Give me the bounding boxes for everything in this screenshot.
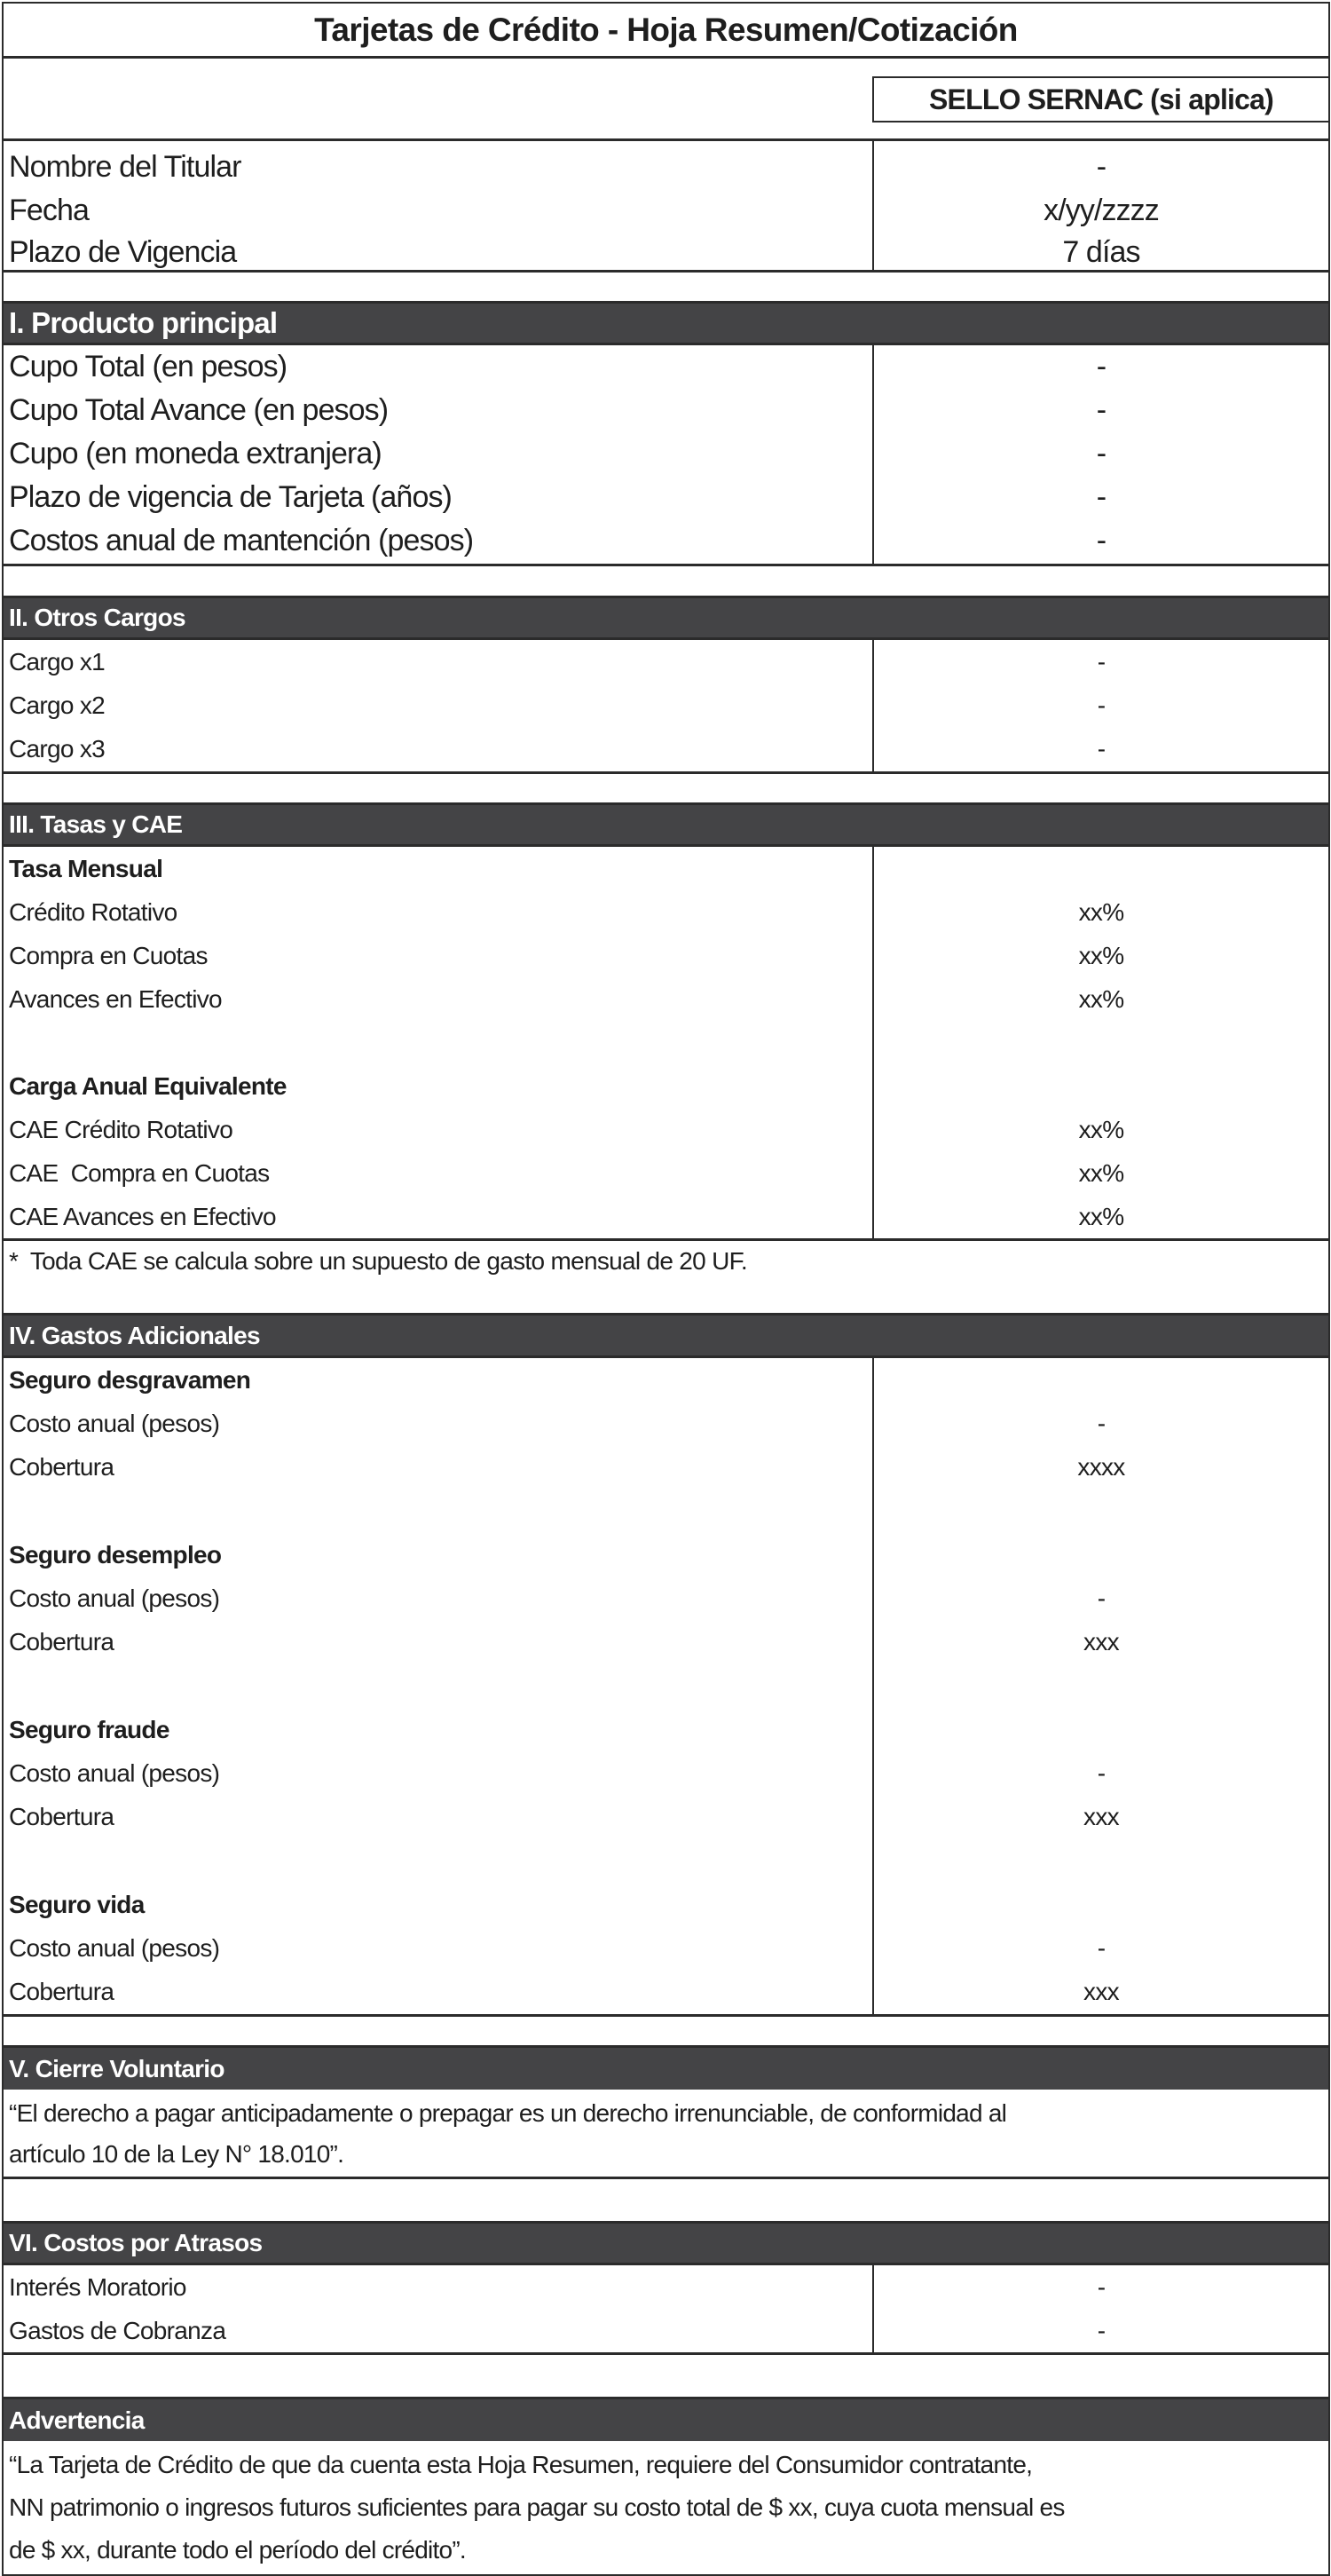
table-row: [4, 1576, 1328, 1620]
row-value: -: [1096, 350, 1107, 383]
row-value: -: [1097, 2316, 1106, 2344]
insurance-heading: [4, 1883, 1328, 1926]
spacer-row: [4, 2352, 1328, 2397]
row-value: -: [1096, 480, 1107, 514]
row-value: -: [1097, 1584, 1106, 1612]
section-producto-principal: [4, 345, 1328, 564]
row-label: Costo anual (pesos): [9, 1584, 220, 1612]
paragraph-line: “La Tarjeta de Crédito de que da cuenta esta Hoja Resumen, requiere del Consumidor contratante,: [9, 2451, 1033, 2478]
table-row: [4, 1108, 1328, 1151]
row-value: xx%: [1078, 1115, 1124, 1143]
insurance-name: Seguro fraude: [9, 1715, 169, 1743]
row-label: Cupo Total Avance (en pesos): [9, 393, 389, 427]
row-value: -: [1097, 2272, 1106, 2301]
info-value: x/yy/zzzz: [1044, 194, 1159, 227]
summary-sheet: [2, 2, 1330, 2576]
spacer-row: [4, 564, 1328, 596]
insurance-heading: [4, 1358, 1328, 1402]
row-label: Cargo x3: [9, 734, 106, 763]
row-value: xxx: [1083, 1627, 1119, 1655]
subheading-label: Carga Anual Equivalente: [9, 1071, 287, 1100]
info-label: Nombre del Titular: [9, 150, 241, 184]
page-title: Tarjetas de Crédito - Hoja Resumen/Cotización: [314, 11, 1018, 48]
row-label: Cobertura: [9, 1977, 114, 2005]
table-row: [4, 1795, 1328, 1838]
info-row-fecha: [4, 189, 1328, 233]
section-costos-atrasos: [4, 2265, 1328, 2352]
row-value: xx%: [1078, 1202, 1124, 1230]
row-value: -: [1097, 1758, 1106, 1787]
table-row: [4, 934, 1328, 977]
insurance-name: Seguro desempleo: [9, 1540, 222, 1569]
sello-sernac-box: SELLO SERNAC (si aplica): [872, 76, 1328, 122]
row-label: Cupo Total (en pesos): [9, 350, 287, 383]
row-label: CAE Avances en Efectivo: [9, 1202, 276, 1230]
row-label: Cobertura: [9, 1452, 114, 1481]
row-label: CAE Crédito Rotativo: [9, 1115, 233, 1143]
row-label: Costo anual (pesos): [9, 1933, 220, 1962]
info-label: Fecha: [9, 194, 89, 227]
row-value: -: [1097, 647, 1106, 676]
table-row: [4, 519, 1328, 563]
row-value: xx%: [1078, 897, 1124, 926]
insurance-name: Seguro desgravamen: [9, 1365, 251, 1394]
paragraph-line: “El derecho a pagar anticipadamente o prepagar es un derecho irrenunciable, de conformidad al: [9, 2099, 1007, 2127]
row-value: xx%: [1078, 1158, 1124, 1187]
table-row: [4, 1195, 1328, 1238]
table-row: [4, 684, 1328, 727]
row-value: -: [1097, 1933, 1106, 1962]
table-row: [4, 1926, 1328, 1970]
spacer-row: [4, 771, 1328, 802]
row-value: -: [1096, 437, 1107, 470]
section-gastos-adicionales: [4, 1358, 1328, 2014]
row-value: xxx: [1083, 1802, 1119, 1830]
subheading-tasa-mensual: [4, 847, 1328, 890]
paragraph-line: NN patrimonio o ingresos futuros suficientes para pagar su costo total de $ xx, cuya cuota mensual es: [9, 2493, 1065, 2521]
sello-row: [4, 56, 1328, 138]
spacer-row: [4, 2014, 1328, 2045]
cae-note-row: [4, 1238, 1328, 1313]
row-value: -: [1097, 1409, 1106, 1437]
spacer-row: [4, 270, 1328, 301]
row-value: xxxx: [1077, 1452, 1125, 1481]
table-row: [4, 476, 1328, 519]
row-value: -: [1097, 734, 1106, 763]
table-row: [4, 1151, 1328, 1195]
info-row-vigencia: [4, 233, 1328, 273]
row-label: Cargo x2: [9, 691, 106, 719]
section-tasas-cae: [4, 847, 1328, 1238]
row-label: Costo anual (pesos): [9, 1758, 220, 1787]
table-row: [4, 1445, 1328, 1489]
row-value: -: [1097, 691, 1106, 719]
section-header-tasas-cae: III. Tasas y CAE: [4, 802, 1328, 847]
subheading-cae: [4, 1064, 1328, 1108]
row-label: Cobertura: [9, 1627, 114, 1655]
table-row: [4, 345, 1328, 389]
table-row: [4, 977, 1328, 1021]
section-header-producto-principal: I. Producto principal: [4, 301, 1328, 345]
row-label: Cargo x1: [9, 647, 106, 676]
table-row: [4, 1620, 1328, 1663]
table-row: [4, 389, 1328, 432]
row-label: Crédito Rotativo: [9, 897, 177, 926]
row-label: Costo anual (pesos): [9, 1409, 220, 1437]
cae-note: [4, 1241, 1328, 1282]
paragraph-line: artículo 10 de la Ley N° 18.010”.: [9, 2140, 344, 2168]
row-value: xx%: [1078, 941, 1124, 969]
table-row: [4, 727, 1328, 770]
cae-note-text: * Toda CAE se calcula sobre un supuesto de gasto mensual de 20 UF.: [9, 1247, 748, 1275]
row-label: Cobertura: [9, 1802, 114, 1830]
row-label: Costos anual de mantención (pesos): [9, 524, 474, 557]
table-row: [4, 1751, 1328, 1795]
info-value: 7 días: [1062, 235, 1140, 269]
row-label: Plazo de vigencia de Tarjeta (años): [9, 480, 452, 514]
section-header-otros-cargos: II. Otros Cargos: [4, 596, 1328, 640]
insurance-heading: [4, 1708, 1328, 1751]
row-label: Gastos de Cobranza: [9, 2316, 226, 2344]
row-value: -: [1096, 393, 1107, 427]
insurance-heading: [4, 1533, 1328, 1576]
info-row-titular: [4, 146, 1328, 189]
table-row: [4, 2265, 1328, 2309]
section-header-cierre-voluntario: V. Cierre Voluntario: [4, 2045, 1328, 2090]
info-value: -: [1096, 150, 1107, 184]
row-label: CAE Compra en Cuotas: [9, 1158, 270, 1187]
row-label: Avances en Efectivo: [9, 984, 222, 1013]
section-header-costos-atrasos: VI. Costos por Atrasos: [4, 2221, 1328, 2265]
table-row: [4, 1970, 1328, 2013]
paragraph-line: de $ xx, durante todo el período del crédito”.: [9, 2536, 466, 2564]
table-row: [4, 1402, 1328, 1445]
section-header-gastos-adicionales: IV. Gastos Adicionales: [4, 1313, 1328, 1358]
info-label: Plazo de Vigencia: [9, 235, 237, 269]
insurance-name: Seguro vida: [9, 1890, 145, 1918]
section-otros-cargos: [4, 640, 1328, 771]
row-value: xx%: [1078, 984, 1124, 1013]
spacer-row: [4, 2177, 1328, 2221]
subheading-label: Tasa Mensual: [9, 854, 163, 882]
row-label: Cupo (en moneda extranjera): [9, 437, 382, 470]
row-value: xxx: [1083, 1977, 1119, 2005]
section-header-advertencia: Advertencia: [4, 2397, 1328, 2441]
holder-info-block: [4, 138, 1328, 270]
section-advertencia: [4, 2441, 1328, 2574]
row-label: Interés Moratorio: [9, 2272, 186, 2301]
section-cierre-voluntario: [4, 2090, 1328, 2177]
table-row: [4, 890, 1328, 934]
row-label: Compra en Cuotas: [9, 941, 208, 969]
table-row: [4, 640, 1328, 684]
table-row: [4, 2309, 1328, 2352]
table-row: [4, 432, 1328, 476]
row-value: -: [1096, 524, 1107, 557]
